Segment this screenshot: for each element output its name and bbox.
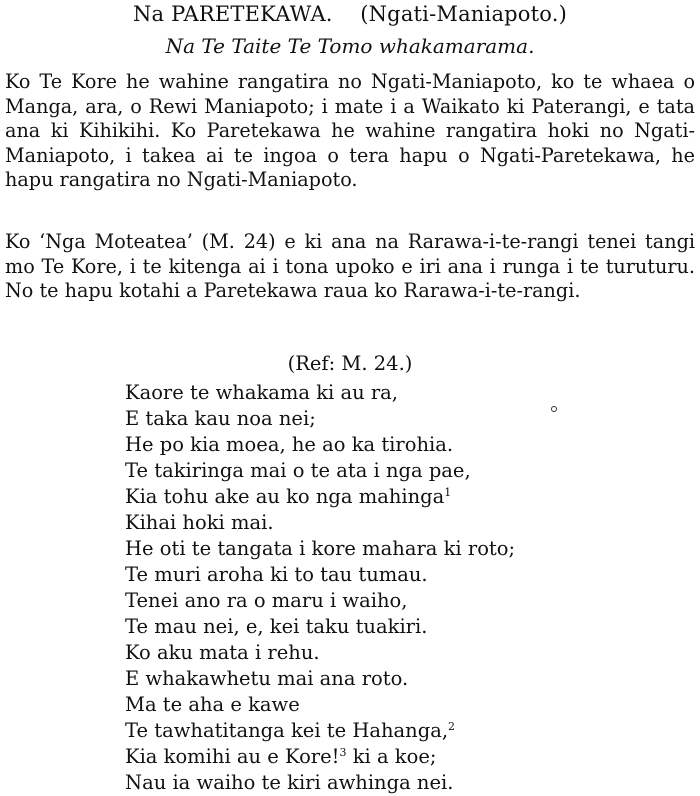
song-title: Na PARETEKAWA. xyxy=(132,2,333,26)
poem-line: Te takiringa mai o te ata i nga pae, xyxy=(125,459,471,482)
poem-line: Kia tohu ake au ko nga mahinga$^1$ xyxy=(125,485,452,508)
footnote-marker: 1 xyxy=(444,486,452,499)
poem-line: He oti te tangata i kore mahara ki roto; xyxy=(125,537,516,560)
poem-line: E whakawhetu mai ana roto. xyxy=(125,667,409,690)
intro-paragraph-2 xyxy=(5,230,695,304)
footnote-marker: 3 xyxy=(339,746,347,759)
poem-line: Tenei ano ra o maru i waiho, xyxy=(125,589,408,612)
poem-line: Kaore te whakama ki au ra, xyxy=(125,381,398,404)
poem-line: He po kia moea, he ao ka tirohia. xyxy=(125,433,454,456)
poem-line: Kihai hoki mai. xyxy=(125,511,274,534)
intro-paragraph-1 xyxy=(5,70,695,193)
page-title xyxy=(0,2,700,26)
poem-line: Ma te aha e kawe xyxy=(125,693,300,716)
page-subtitle: Na Te Taite Te Tomo whakamarama. xyxy=(165,34,535,58)
poem-line: E taka kau noa nei; xyxy=(125,407,316,430)
tribe-name: (Ngati-Maniapoto.) xyxy=(360,2,568,26)
reference-label: (Ref: M. 24.) xyxy=(287,352,413,375)
poem-line: Nau ia waiho te kiri awhinga nei. xyxy=(125,771,454,794)
poem-line: Ko aku mata i rehu. xyxy=(125,641,320,664)
footnote-marker: 2 xyxy=(448,720,456,733)
poem-line: Kia komihi au e Kore!$^3$ ki a koe; xyxy=(125,745,437,768)
poem-line: Te tawhatitanga kei te Hahanga,$^2$ xyxy=(125,719,456,742)
poem xyxy=(125,380,685,796)
poem-line: Te mau nei, e, kei taku tuakiri. xyxy=(125,615,428,638)
intro-paragraph-1-text: Ko Te Kore he wahine rangatira no Ngati-Maniapoto, ko te whaea o Manga, ara, o Rewi Maniapoto; i mate i a Waikato ki Paterangi, e tata ana ki Kihikihi. Ko Paretekawa he wahine rangatira hoki no Ngati-Maniapoto, i takea ai te ingoa o tera hapu o Ngati-Paretekawa, he hapu rangatira no Ngati-Maniapoto. xyxy=(5,70,695,191)
intro-paragraph-2-text: Ko ‘Nga Moteatea’ (M. 24) e ki ana na Rarawa-i-te-rangi tenei tangi mo Te Kore, i te kitenga ai i tona upoko e iri ana i runga i te turuturu. No te hapu kotahi a Paretekawa raua ko Rarawa-i-te-rangi. xyxy=(5,230,695,302)
poem-line: Te muri aroha ki to tau tumau. xyxy=(125,563,428,586)
title-spacer xyxy=(333,2,361,26)
